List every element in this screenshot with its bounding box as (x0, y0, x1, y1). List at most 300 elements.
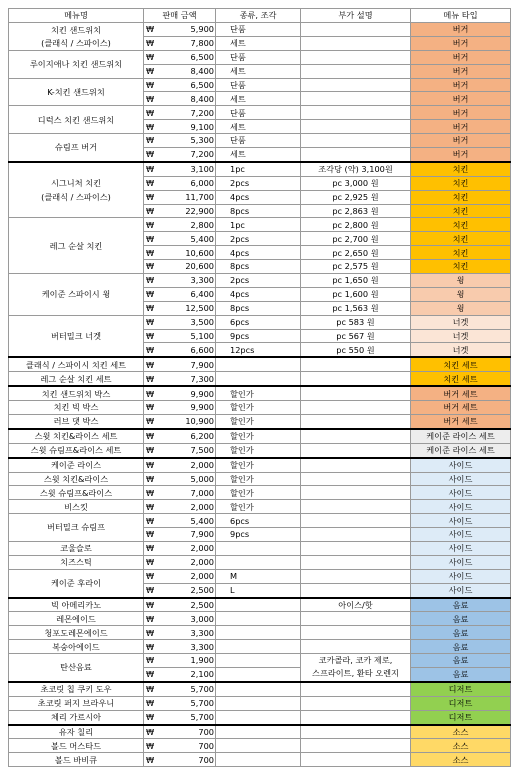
price-value: 2,000 (190, 459, 214, 470)
menu-name: 케이준 후라이 (50, 578, 102, 589)
price-value: 9,100 (190, 121, 214, 132)
currency-symbol: ₩ (146, 641, 155, 652)
description-cell (301, 92, 411, 106)
menu-name-cell (9, 23, 144, 51)
kind-cell: 단품 (216, 106, 301, 120)
kind-cell: 단품 (216, 134, 301, 148)
description-cell (301, 386, 411, 400)
header-name: 메뉴명 (9, 9, 144, 23)
description-cell (301, 626, 411, 640)
price-cell (144, 443, 216, 457)
currency-symbol: ₩ (146, 164, 155, 175)
currency-symbol: ₩ (146, 219, 155, 230)
menu-name-cell (9, 753, 144, 767)
table-row (9, 541, 511, 555)
price-value: 2,000 (190, 557, 214, 568)
price-value: 2,000 (190, 543, 214, 554)
kind-cell (216, 725, 301, 739)
description-cell (301, 514, 411, 528)
price-cell (144, 134, 216, 148)
currency-symbol: ₩ (146, 233, 155, 244)
menu-name: 케이준 스파이시 윙 (41, 289, 111, 300)
table-row (9, 315, 511, 329)
price-cell (144, 92, 216, 106)
price-cell (144, 583, 216, 597)
menu-name-cell (9, 514, 144, 542)
price-value: 20,600 (185, 261, 214, 272)
currency-symbol: ₩ (146, 52, 155, 63)
menu-name: 시그니처 치킨 (50, 178, 102, 189)
price-cell (144, 667, 216, 681)
menu-type-cell: 윙 (411, 301, 511, 315)
menu-name: 루이지애나 치킨 샌드위치 (29, 59, 123, 70)
description-cell (301, 486, 411, 500)
menu-name-cell (9, 50, 144, 78)
description-cell: pc 1,600 원 (301, 287, 411, 301)
price-cell (144, 725, 216, 739)
menu-type-cell: 음료 (411, 626, 511, 640)
price-cell (144, 401, 216, 415)
currency-symbol: ₩ (146, 275, 155, 286)
description-cell: pc 2,650 원 (301, 246, 411, 260)
price-cell (144, 260, 216, 274)
description-cell: pc 2,575 원 (301, 260, 411, 274)
price-value: 6,000 (190, 178, 214, 189)
menu-name-cell (9, 500, 144, 514)
menu-name: 볼드 바비큐 (54, 754, 98, 765)
price-cell (144, 148, 216, 162)
currency-symbol: ₩ (146, 205, 155, 216)
table-row (9, 472, 511, 486)
menu-name: 복숭아에이드 (52, 641, 100, 652)
table-row (9, 753, 511, 767)
currency-symbol: ₩ (146, 571, 155, 582)
menu-type-cell: 치킨 (411, 176, 511, 190)
currency-symbol: ₩ (146, 121, 155, 132)
price-value: 7,800 (190, 38, 214, 49)
price-cell (144, 472, 216, 486)
kind-cell: 할인가 (216, 429, 301, 443)
menu-type-cell: 사이드 (411, 569, 511, 583)
price-value: 7,900 (190, 359, 214, 370)
currency-symbol: ₩ (146, 93, 155, 104)
price-value: 3,300 (190, 275, 214, 286)
menu-name: 빅 아메리카노 (50, 599, 102, 610)
price-value: 2,800 (190, 219, 214, 230)
menu-name-cell (9, 357, 144, 371)
menu-name-sub: (클래식 / 스파이스) (41, 191, 111, 202)
currency-symbol: ₩ (146, 515, 155, 526)
menu-type-cell: 버거 (411, 148, 511, 162)
description-cell (301, 36, 411, 50)
price-cell (144, 682, 216, 696)
description-cell (301, 372, 411, 386)
currency-symbol: ₩ (146, 247, 155, 258)
menu-name-cell (9, 626, 144, 640)
price-cell (144, 640, 216, 654)
price-value: 8,400 (190, 66, 214, 77)
menu-type-cell: 사이드 (411, 486, 511, 500)
description-cell: pc 583 원 (301, 315, 411, 329)
menu-name: 치킨 샌드위치 (50, 24, 102, 35)
header-desc: 부가 설명 (301, 9, 411, 23)
price-cell (144, 500, 216, 514)
currency-symbol: ₩ (146, 487, 155, 498)
price-cell (144, 50, 216, 64)
currency-symbol: ₩ (146, 38, 155, 49)
description-cell (301, 106, 411, 120)
table-row (9, 739, 511, 753)
menu-type-cell: 디저트 (411, 682, 511, 696)
menu-name-sub: (클래식 / 스파이스) (41, 37, 111, 48)
kind-cell (216, 541, 301, 555)
menu-type-cell: 사이드 (411, 514, 511, 528)
price-value: 5,700 (190, 698, 214, 709)
price-cell (144, 372, 216, 386)
description-cell (301, 357, 411, 371)
menu-type-cell: 버거 (411, 50, 511, 64)
kind-cell: 2pcs (216, 232, 301, 246)
price-value: 5,700 (190, 684, 214, 695)
price-value: 9,900 (190, 388, 214, 399)
price-cell (144, 190, 216, 204)
menu-type-cell: 음료 (411, 598, 511, 612)
kind-cell: 세트 (216, 92, 301, 106)
menu-type-cell: 치킨 (411, 162, 511, 176)
table-row (9, 274, 511, 288)
table-row (9, 414, 511, 428)
menu-type-cell: 버거 (411, 78, 511, 92)
kind-cell: L (216, 583, 301, 597)
description-cell: pc 2,925 원 (301, 190, 411, 204)
currency-symbol: ₩ (146, 501, 155, 512)
kind-cell: 할인가 (216, 401, 301, 415)
menu-name-cell (9, 555, 144, 569)
table-row (9, 357, 511, 371)
table-row (9, 612, 511, 626)
price-value: 7,900 (190, 529, 214, 540)
price-value: 10,600 (185, 247, 214, 258)
table-row (9, 429, 511, 443)
price-value: 2,500 (190, 584, 214, 595)
currency-symbol: ₩ (146, 317, 155, 328)
kind-cell: 6pcs (216, 315, 301, 329)
menu-type-cell: 치킨 (411, 204, 511, 218)
price-cell (144, 710, 216, 724)
price-cell (144, 569, 216, 583)
kind-cell: 세트 (216, 120, 301, 134)
menu-type-cell: 음료 (411, 612, 511, 626)
price-value: 22,900 (185, 205, 214, 216)
kind-cell: 할인가 (216, 500, 301, 514)
menu-name: 초코릿 퍼지 브라우니 (37, 698, 115, 709)
table-row (9, 569, 511, 583)
currency-symbol: ₩ (146, 261, 155, 272)
kind-cell: 8pcs (216, 204, 301, 218)
price-value: 2,500 (190, 599, 214, 610)
kind-cell: 세트 (216, 64, 301, 78)
price-cell (144, 162, 216, 176)
description-cell (301, 696, 411, 710)
price-cell (144, 343, 216, 357)
menu-name-cell (9, 739, 144, 753)
menu-name-cell (9, 274, 144, 316)
menu-type-cell: 버거 세트 (411, 401, 511, 415)
currency-symbol: ₩ (146, 726, 155, 737)
table-row (9, 401, 511, 415)
menu-name: K-치킨 샌드위치 (47, 86, 105, 97)
currency-symbol: ₩ (146, 149, 155, 160)
description-cell: 조각당 (약) 3,100원 (301, 162, 411, 176)
currency-symbol: ₩ (146, 557, 155, 568)
price-cell (144, 555, 216, 569)
price-cell (144, 232, 216, 246)
kind-cell (216, 682, 301, 696)
table-row (9, 458, 511, 472)
price-cell (144, 753, 216, 767)
menu-type-cell: 치킨 (411, 260, 511, 274)
price-value: 7,500 (190, 445, 214, 456)
menu-name-cell (9, 725, 144, 739)
menu-name-cell (9, 696, 144, 710)
price-value: 7,200 (190, 149, 214, 160)
price-value: 6,200 (190, 431, 214, 442)
kind-cell: 할인가 (216, 414, 301, 428)
menu-name-cell (9, 429, 144, 443)
menu-type-cell: 치킨 (411, 218, 511, 232)
menu-name: 레그 순살 치킨 (49, 240, 103, 251)
price-cell (144, 246, 216, 260)
description-cell: pc 3,000 원 (301, 176, 411, 190)
kind-cell: 2pcs (216, 176, 301, 190)
price-cell (144, 204, 216, 218)
description-cell: 아이스/핫 (301, 598, 411, 612)
menu-name: 체리 가르시아 (50, 711, 102, 722)
price-value: 3,300 (190, 641, 214, 652)
currency-symbol: ₩ (146, 135, 155, 146)
menu-name-cell (9, 654, 144, 682)
menu-type-cell: 사이드 (411, 472, 511, 486)
price-value: 3,500 (190, 317, 214, 328)
menu-type-cell: 치킨 (411, 190, 511, 204)
header-kind: 종류, 조각 (216, 9, 301, 23)
description-cell (301, 50, 411, 64)
menu-name: 레그 순살 치킨 세트 (40, 373, 112, 384)
currency-symbol: ₩ (146, 740, 155, 751)
menu-name-cell (9, 134, 144, 162)
price-value: 6,500 (190, 79, 214, 90)
price-cell (144, 528, 216, 542)
price-value: 5,300 (190, 135, 214, 146)
kind-cell: 세트 (216, 36, 301, 50)
price-value: 7,000 (190, 487, 214, 498)
kind-cell: 4pcs (216, 246, 301, 260)
price-value: 10,900 (185, 416, 214, 427)
description-cell (301, 120, 411, 134)
menu-name: 탄산음료 (60, 662, 92, 673)
description-cell (301, 64, 411, 78)
price-value: 3,300 (190, 627, 214, 638)
description-cell (301, 654, 411, 682)
price-value: 8,400 (190, 93, 214, 104)
menu-name: 디럭스 치킨 샌드위치 (37, 114, 115, 125)
price-cell (144, 120, 216, 134)
table-row (9, 134, 511, 148)
table-row (9, 372, 511, 386)
header-row (9, 9, 511, 23)
price-cell (144, 429, 216, 443)
currency-symbol: ₩ (146, 344, 155, 355)
kind-cell: 2pcs (216, 274, 301, 288)
price-cell (144, 696, 216, 710)
menu-spreadsheet (8, 8, 510, 767)
description-cell (301, 23, 411, 37)
menu-name-cell (9, 315, 144, 357)
description-cell (301, 739, 411, 753)
menu-name: 버터밀크 슈림프 (47, 522, 105, 533)
table-row (9, 162, 511, 176)
price-cell (144, 386, 216, 400)
kind-cell (216, 372, 301, 386)
price-cell (144, 23, 216, 37)
price-cell (144, 458, 216, 472)
description-cell (301, 528, 411, 542)
price-value: 5,100 (190, 330, 214, 341)
price-value: 12,500 (185, 303, 214, 314)
kind-cell: 할인가 (216, 486, 301, 500)
menu-type-cell: 디저트 (411, 696, 511, 710)
menu-type-cell: 소스 (411, 725, 511, 739)
table-row (9, 682, 511, 696)
table-row (9, 78, 511, 92)
currency-symbol: ₩ (146, 66, 155, 77)
kind-cell (216, 696, 301, 710)
kind-cell: 1pc (216, 218, 301, 232)
menu-name: 스윗 치킨&라이스 (43, 473, 109, 484)
menu-name-cell (9, 372, 144, 386)
price-value: 7,300 (190, 373, 214, 384)
description-cell: pc 567 원 (301, 329, 411, 343)
menu-name-cell (9, 386, 144, 400)
table-row (9, 598, 511, 612)
menu-type-cell: 음료 (411, 654, 511, 668)
description-cell (301, 148, 411, 162)
kind-cell (216, 739, 301, 753)
currency-symbol: ₩ (146, 684, 155, 695)
header-price: 판매 금액 (144, 9, 216, 23)
description-cell (301, 134, 411, 148)
menu-name-cell (9, 541, 144, 555)
currency-symbol: ₩ (146, 613, 155, 624)
kind-cell: 4pcs (216, 190, 301, 204)
description-cell (301, 414, 411, 428)
menu-type-cell: 치킨 세트 (411, 372, 511, 386)
currency-symbol: ₩ (146, 584, 155, 595)
table-row (9, 50, 511, 64)
menu-name: 청포도레몬에이드 (44, 627, 108, 638)
menu-name-cell (9, 106, 144, 134)
price-cell (144, 176, 216, 190)
kind-cell: 할인가 (216, 458, 301, 472)
menu-name: 비스킷 (64, 501, 88, 512)
kind-cell: 4pcs (216, 287, 301, 301)
description-cell (301, 541, 411, 555)
menu-name-cell (9, 682, 144, 696)
price-value: 3,000 (190, 613, 214, 624)
price-value: 5,900 (190, 24, 214, 35)
table-row (9, 654, 511, 668)
kind-cell: 할인가 (216, 472, 301, 486)
description-cell: pc 1,563 원 (301, 301, 411, 315)
price-value: 6,500 (190, 52, 214, 63)
kind-cell (216, 626, 301, 640)
kind-cell (216, 667, 301, 681)
kind-cell (216, 612, 301, 626)
price-value: 3,100 (190, 164, 214, 175)
price-cell (144, 78, 216, 92)
menu-name: 초코릿 칩 쿠키 도우 (40, 684, 112, 695)
currency-symbol: ₩ (146, 711, 155, 722)
currency-symbol: ₩ (146, 655, 155, 666)
menu-type-cell: 디저트 (411, 710, 511, 724)
menu-type-cell: 음료 (411, 667, 511, 681)
menu-name: 스윗 슈림프&라이스 세트 (30, 445, 122, 456)
price-value: 700 (198, 726, 214, 737)
menu-type-cell: 소스 (411, 739, 511, 753)
price-cell (144, 329, 216, 343)
menu-name: 볼드 머스타드 (50, 740, 102, 751)
description-line: 스프라이트, 환타 오렌지 (312, 668, 399, 679)
kind-cell (216, 640, 301, 654)
currency-symbol: ₩ (146, 698, 155, 709)
menu-name-cell (9, 612, 144, 626)
price-value: 11,700 (185, 192, 214, 203)
price-cell (144, 598, 216, 612)
price-cell (144, 486, 216, 500)
price-value: 700 (198, 754, 214, 765)
description-cell (301, 472, 411, 486)
price-cell (144, 357, 216, 371)
menu-type-cell: 버거 (411, 106, 511, 120)
price-cell (144, 654, 216, 668)
table-row (9, 710, 511, 724)
kind-cell: 세트 (216, 148, 301, 162)
currency-symbol: ₩ (146, 459, 155, 470)
currency-symbol: ₩ (146, 416, 155, 427)
menu-name: 버터밀크 너겟 (50, 330, 102, 341)
menu-name: 슈림프 버거 (54, 142, 98, 153)
menu-name-cell (9, 710, 144, 724)
description-line: 코카콜라, 코카 제로, (318, 655, 393, 666)
description-cell (301, 682, 411, 696)
description-cell: pc 550 원 (301, 343, 411, 357)
menu-name-cell (9, 78, 144, 106)
price-value: 6,600 (190, 344, 214, 355)
menu-name: 치킨 빅 박스 (53, 402, 99, 413)
description-cell (301, 640, 411, 654)
menu-body (9, 23, 511, 767)
price-cell (144, 739, 216, 753)
description-cell (301, 555, 411, 569)
currency-symbol: ₩ (146, 445, 155, 456)
currency-symbol: ₩ (146, 627, 155, 638)
menu-name-cell (9, 486, 144, 500)
description-cell: pc 2,800 원 (301, 218, 411, 232)
currency-symbol: ₩ (146, 373, 155, 384)
kind-cell: 8pcs (216, 301, 301, 315)
currency-symbol: ₩ (146, 107, 155, 118)
menu-type-cell: 너겟 (411, 315, 511, 329)
